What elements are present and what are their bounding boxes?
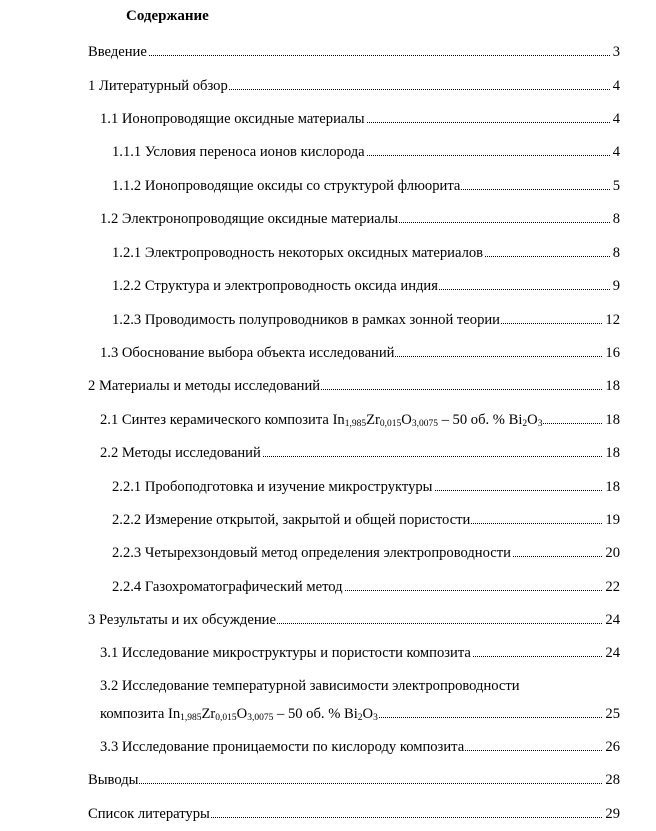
toc-entry-label: 1.1.2 Ионопроводящие оксиды со структурой флюорита	[112, 178, 461, 194]
toc-entry-2-2-4[interactable]	[0, 577, 656, 597]
toc-entry-1-1-2[interactable]	[0, 176, 656, 196]
toc-entry-label	[100, 704, 379, 724]
toc-entry-conclusions[interactable]	[0, 770, 656, 790]
toc-entry-label: Выводы	[88, 772, 139, 788]
toc-page-number: 8	[612, 211, 620, 227]
toc-entry-label: 3.3 Исследование проницаемости по кислороду композита	[100, 739, 465, 755]
toc-entry-1-2[interactable]	[0, 209, 656, 229]
toc-entry-label: 3.1 Исследование микроструктуры и пористости композита	[100, 645, 471, 661]
toc-entry-introduction[interactable]	[0, 42, 656, 62]
toc-page-number: 4	[612, 144, 620, 160]
toc-entry-1-1[interactable]	[0, 109, 656, 129]
toc-entry-label-text: 2.1 Синтез керамического композита	[100, 412, 333, 428]
toc-page-number: 9	[612, 278, 620, 294]
toc-entry-2-2[interactable]	[0, 443, 656, 463]
toc-page-number: 18	[605, 445, 620, 461]
toc-page-number: 5	[612, 178, 620, 194]
toc-entry-1-2-2[interactable]	[0, 276, 656, 296]
toc-entry-1-2-1[interactable]	[0, 243, 656, 263]
toc-entry-label: Введение	[88, 44, 147, 60]
toc-entry-label: 2 Материалы и методы исследований	[88, 378, 321, 394]
toc-entry-2-2-2[interactable]	[0, 510, 656, 530]
toc-entry-label: 1.1.1 Условия переноса ионов кислорода	[112, 144, 365, 160]
toc-entry-label: 3 Результаты и их обсуждение	[88, 612, 276, 628]
toc-page-number: 24	[605, 645, 620, 661]
toc-page-number: 16	[605, 345, 620, 361]
toc-entry-2-1[interactable]	[0, 410, 656, 430]
toc-entry-label: 1.2.2 Структура и электропроводность оксида индия	[112, 278, 438, 294]
toc-page-number: 8	[612, 245, 620, 261]
toc-page-number: 4	[612, 111, 620, 127]
toc-entry-references[interactable]	[0, 804, 656, 824]
toc-entry-label: 2.2.1 Пробоподготовка и изучение микроструктуры	[112, 479, 433, 495]
toc-entry-1[interactable]	[0, 76, 656, 96]
toc-entry-label: 1.2.1 Электропроводность некоторых оксидных материалов	[112, 245, 484, 261]
toc-page-number: 28	[605, 772, 620, 788]
toc-entry-label: 2.2.4 Газохроматографический метод	[112, 579, 343, 595]
toc-entry-2-2-3[interactable]	[0, 543, 656, 563]
toc-entry-label: 1.1 Ионопроводящие оксидные материалы	[100, 111, 365, 127]
toc-entry-1-1-1[interactable]	[0, 142, 656, 162]
toc-entry-3-2[interactable]	[0, 704, 656, 724]
toc-page-number: 18	[605, 412, 620, 428]
dot-leader	[88, 783, 620, 784]
toc-title: Содержание	[126, 8, 209, 24]
toc-entry-label: 1.2 Электронопроводящие оксидные материалы	[100, 211, 398, 227]
toc-entry-label: 2.2.2 Измерение открытой, закрытой и общей пористости	[112, 512, 471, 528]
toc-entry-label: Список литературы	[88, 806, 210, 822]
composite-formula: $In_{1,985}Zr_{0,015}O_{3,0075} - 50$ об. % $Bi_2O_3$	[332, 412, 543, 429]
toc-page-number: 24	[605, 612, 620, 628]
toc-page-number: 12	[605, 312, 620, 328]
toc-entry-label-text: композита	[100, 706, 168, 722]
toc-entry-1-3[interactable]	[0, 343, 656, 363]
toc-page-number: 26	[605, 739, 620, 755]
toc-entry-2-2-1[interactable]	[0, 477, 656, 497]
toc-entry-3-1[interactable]	[0, 643, 656, 663]
toc-page-number: 3	[612, 44, 620, 60]
toc-entry-3-2-line1[interactable]: 3.2 Исследование температурной зависимости электропроводности	[100, 678, 520, 694]
dot-leader	[88, 55, 620, 56]
toc-entry-label: 2.2 Методы исследований	[100, 445, 261, 461]
toc-page-number: 20	[605, 545, 620, 561]
toc-page-number: 22	[605, 579, 620, 595]
toc-page-number: 18	[605, 378, 620, 394]
toc-entry-3-3[interactable]	[0, 737, 656, 757]
toc-page-number: 18	[605, 479, 620, 495]
toc-entry-1-2-3[interactable]	[0, 310, 656, 330]
toc-entry-label: 1 Литературный обзор	[88, 78, 228, 94]
toc-page-number: 19	[605, 512, 620, 528]
toc-entry-2[interactable]	[0, 376, 656, 396]
toc-entry-label: 2.2.3 Четырехзондовый метод определения электропроводности	[112, 545, 511, 561]
toc-entry-label: 1.3 Обоснование выбора объекта исследований	[100, 345, 395, 361]
toc-entry-label: 1.2.3 Проводимость полупроводников в рамках зонной теории	[112, 312, 500, 328]
toc-entry-label	[100, 410, 543, 430]
toc-page-number: 29	[605, 806, 620, 822]
toc-entry-3[interactable]	[0, 610, 656, 630]
toc-page-number: 25	[605, 706, 620, 722]
toc-page-number: 4	[612, 78, 620, 94]
composite-formula: $In_{1,985}Zr_{0,015}O_{3,0075} - 50$ об. % $Bi_2O_3$	[167, 706, 378, 723]
